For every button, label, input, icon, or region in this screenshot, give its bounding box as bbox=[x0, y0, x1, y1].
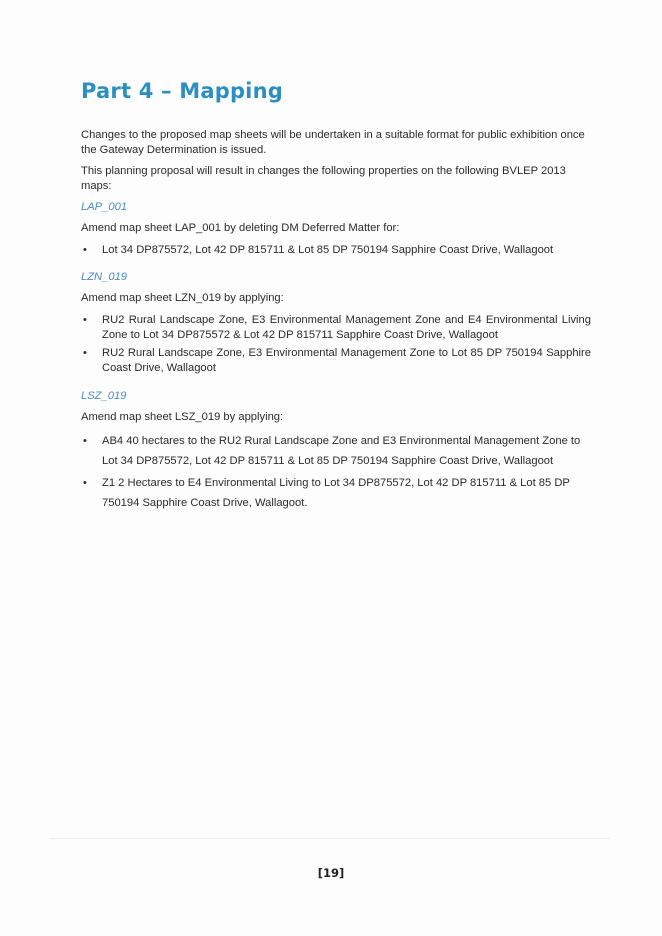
list-item-text: Lot 34 DP875572, Lot 42 DP 815711 & Lot 85 DP 750194 Sapphire Coast Drive, Wallagoot bbox=[102, 243, 554, 256]
page-content bbox=[81, 76, 591, 525]
bullet-icon: • bbox=[83, 477, 87, 489]
list-item-text: RU2 Rural Landscape Zone, E3 Environmental Management Zone and E4 Environmental Living Zone to Lot 34 DP875572 & Lot 42 DP 815711 Sapphire Coast Drive, Wallagoot bbox=[102, 313, 591, 341]
list-item-text: Z1 2 Hectares to E4 Environmental Living to Lot 34 DP875572, Lot 42 DP 815711 & Lot 85 DP 750194 Sapphire Coast Drive, Wallagoot. bbox=[102, 477, 570, 509]
bullet-icon: • bbox=[83, 346, 87, 359]
bullet-icon: • bbox=[83, 313, 87, 326]
section-instruction: Amend map sheet LZN_019 by applying: bbox=[81, 292, 284, 304]
section-instruction: Amend map sheet LSZ_019 by applying: bbox=[81, 410, 284, 423]
bullet-list bbox=[81, 313, 591, 377]
list-item bbox=[81, 313, 591, 344]
page-title: Part 4 – Mapping bbox=[81, 79, 283, 103]
intro-paragraph: This planning proposal will result in changes the following properties on the following BVLEP 2013 maps: bbox=[81, 165, 566, 192]
section-subheading-lap-001: LAP_001 bbox=[81, 201, 128, 213]
bullet-list bbox=[81, 243, 591, 259]
bullet-list bbox=[81, 431, 591, 513]
section-subheading-lzn-019: LZN_019 bbox=[81, 271, 128, 283]
list-item bbox=[81, 346, 591, 377]
list-item-text: RU2 Rural Landscape Zone, E3 Environmental Management Zone to Lot 85 DP 750194 Sapphire Coast Drive, Wallagoot bbox=[102, 346, 591, 374]
bullet-icon: • bbox=[83, 243, 87, 256]
page-number: [19] bbox=[317, 866, 345, 880]
list-item bbox=[81, 431, 591, 471]
list-item-text: AB4 40 hectares to the RU2 Rural Landscape Zone and E3 Environmental Management Zone to Lot 34 DP875572, Lot 42 DP 815711 & Lot 85 DP 750194 Sapphire Coast Drive, Wallagoot bbox=[102, 435, 581, 467]
bullet-icon: • bbox=[83, 435, 87, 447]
list-item bbox=[81, 473, 591, 513]
section-instruction: Amend map sheet LAP_001 by deleting DM Deferred Matter for: bbox=[81, 222, 400, 234]
intro-paragraph: Changes to the proposed map sheets will be undertaken in a suitable format for public exhibition once the Gateway Determination is issued. bbox=[81, 129, 585, 156]
footer-divider bbox=[50, 838, 610, 839]
section-subheading-lsz-019: LSZ_019 bbox=[81, 389, 127, 402]
list-item bbox=[81, 243, 591, 259]
